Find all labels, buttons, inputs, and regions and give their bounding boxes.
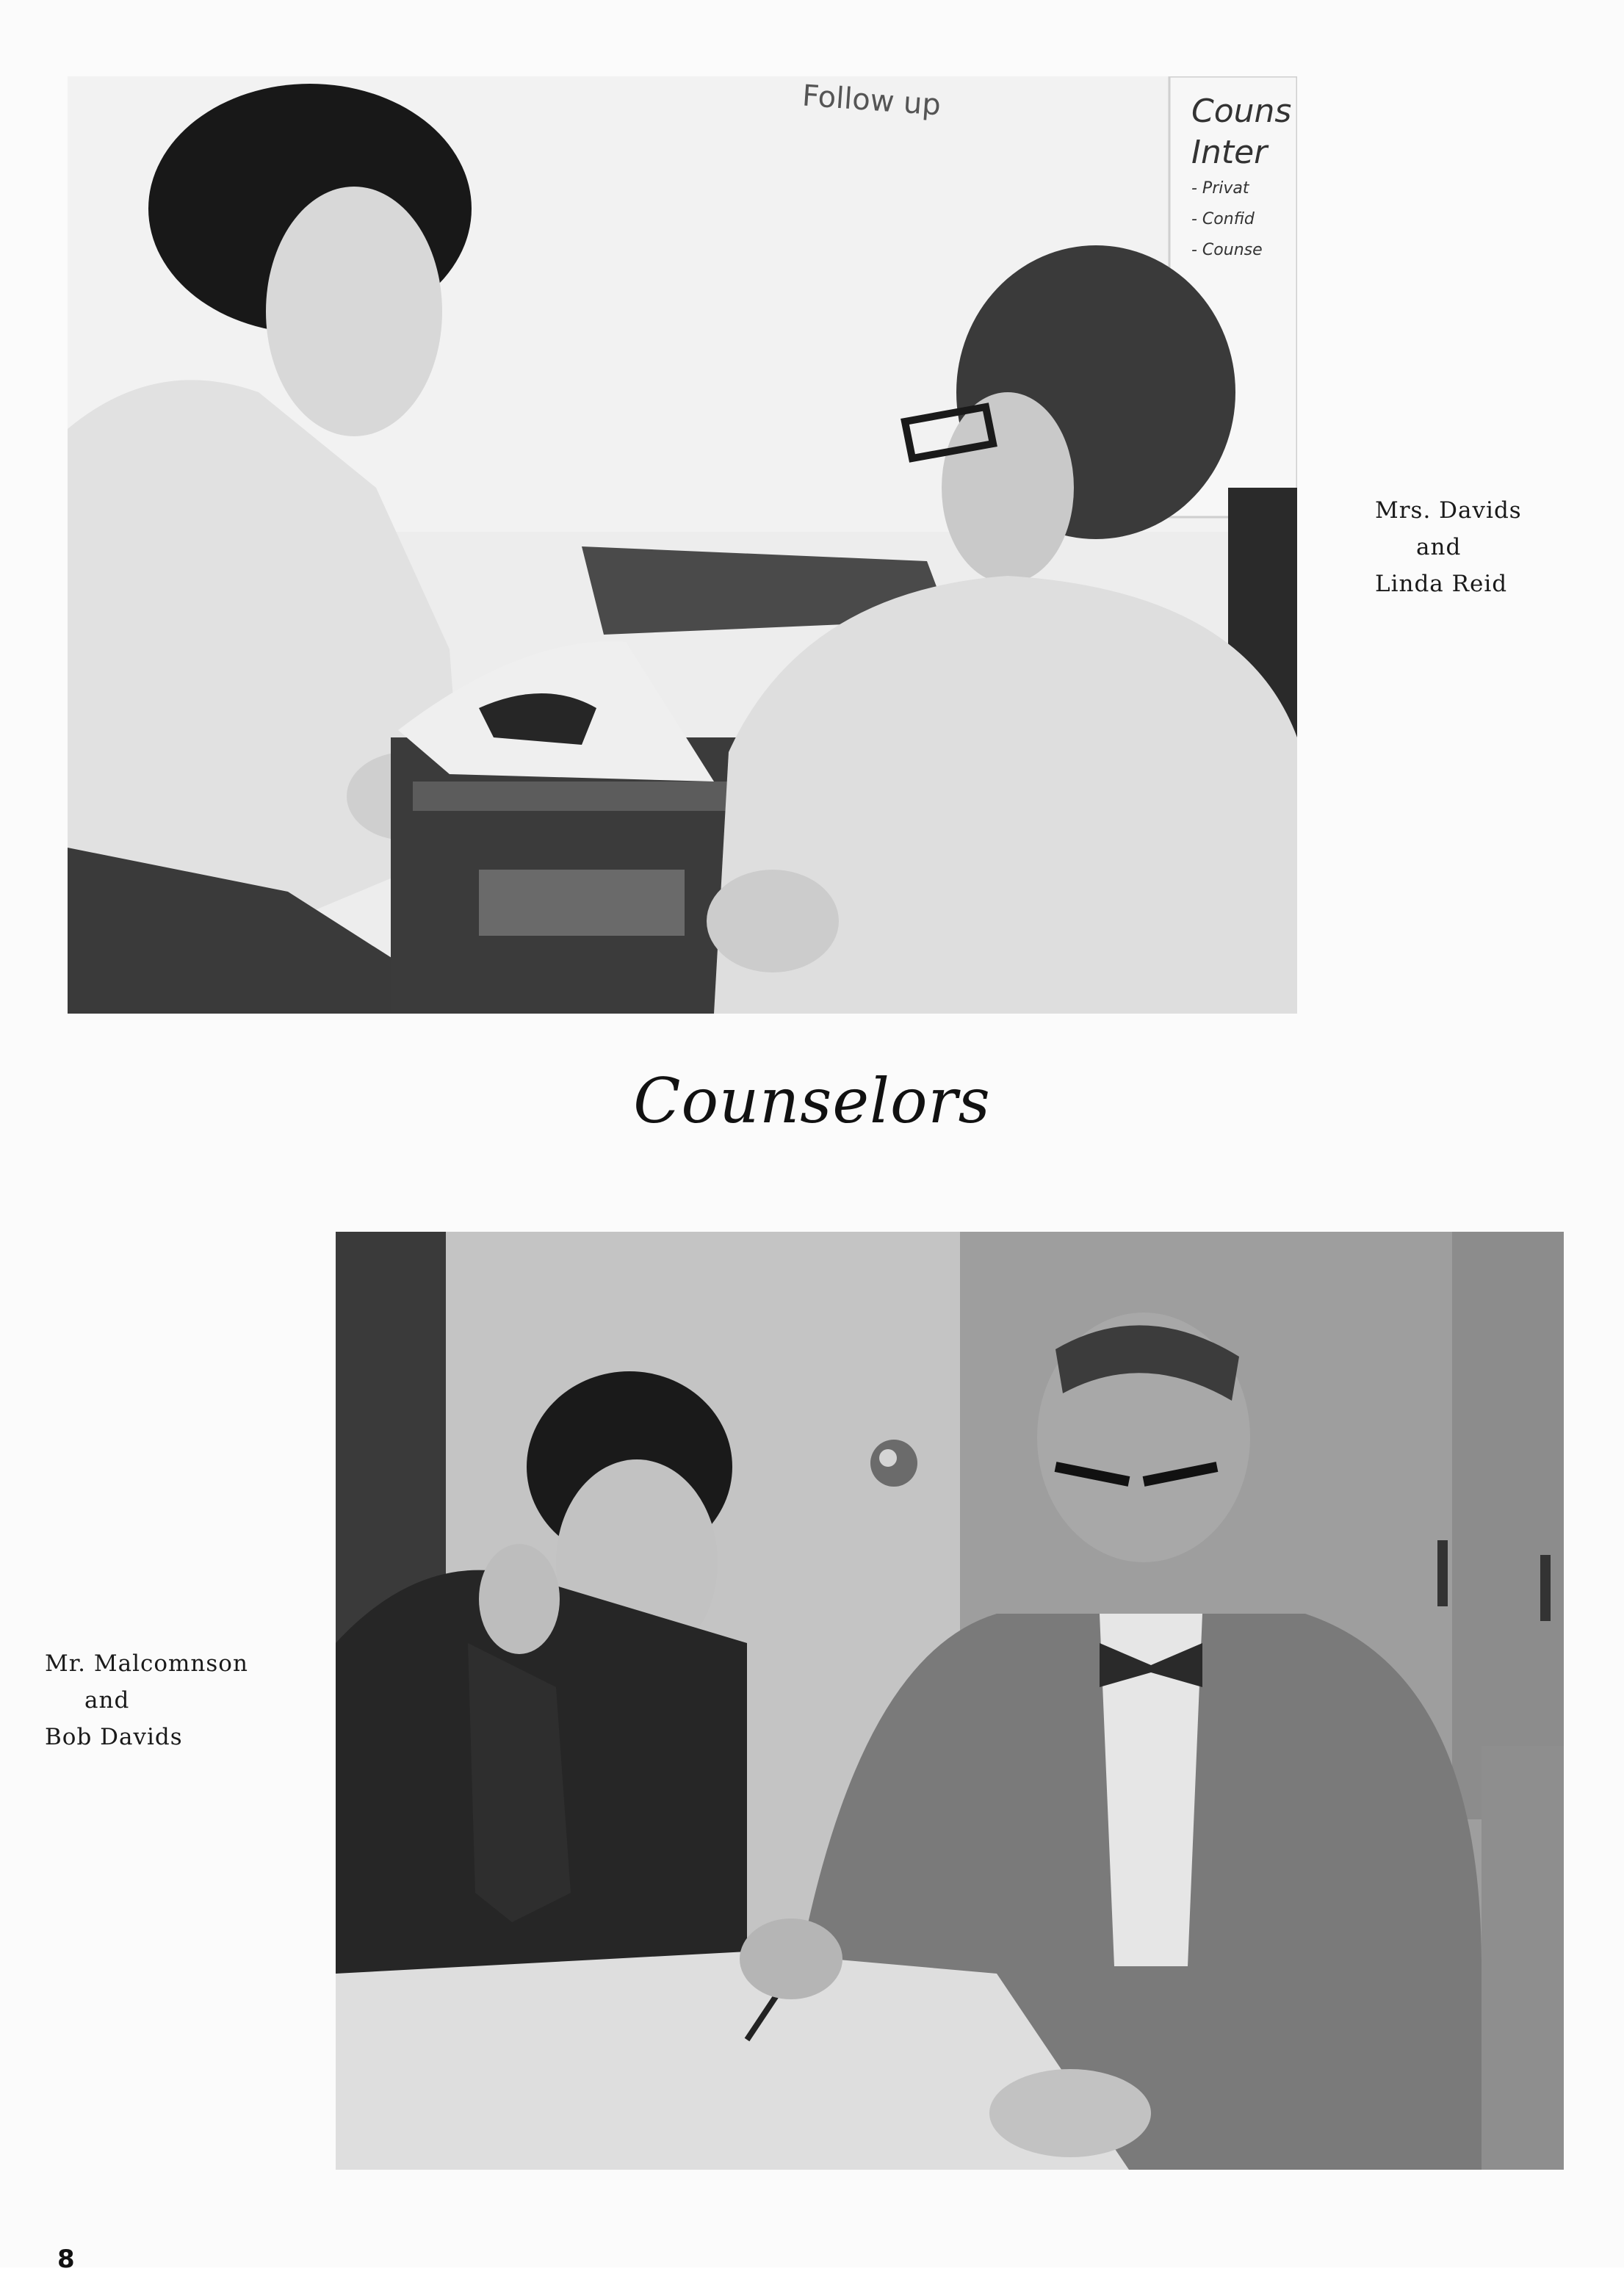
caption-line: and (1416, 534, 1462, 560)
photo-mr-malcomnson-and-bob-davids (336, 1232, 1564, 2170)
poster-line: - Counse (1191, 241, 1263, 259)
caption-line: and (84, 1687, 130, 1714)
photo-bottom-illustration (336, 1232, 1564, 2170)
poster-line: - Confid (1191, 210, 1255, 228)
page-number: 8 (57, 2245, 75, 2274)
caption-line: Mr. Malcomnson (45, 1650, 248, 1677)
poster-line: - Privat (1191, 179, 1249, 198)
caption-line: Linda Reid (1375, 571, 1508, 597)
caption-bottom-photo (45, 1645, 248, 1755)
photo-top-illustration (68, 76, 1297, 1014)
page-title: Counselors (633, 1065, 991, 1137)
photo-mrs-davids-and-linda-reid (68, 76, 1297, 1014)
poster-line: Inter (1191, 134, 1268, 171)
wall-note-follow-up: Follow up (801, 79, 942, 123)
wall-poster-text (1191, 91, 1291, 266)
caption-top-photo (1375, 492, 1522, 602)
caption-line: Bob Davids (45, 1724, 183, 1750)
caption-line: Mrs. Davids (1375, 497, 1522, 524)
poster-line: Couns (1191, 93, 1292, 130)
